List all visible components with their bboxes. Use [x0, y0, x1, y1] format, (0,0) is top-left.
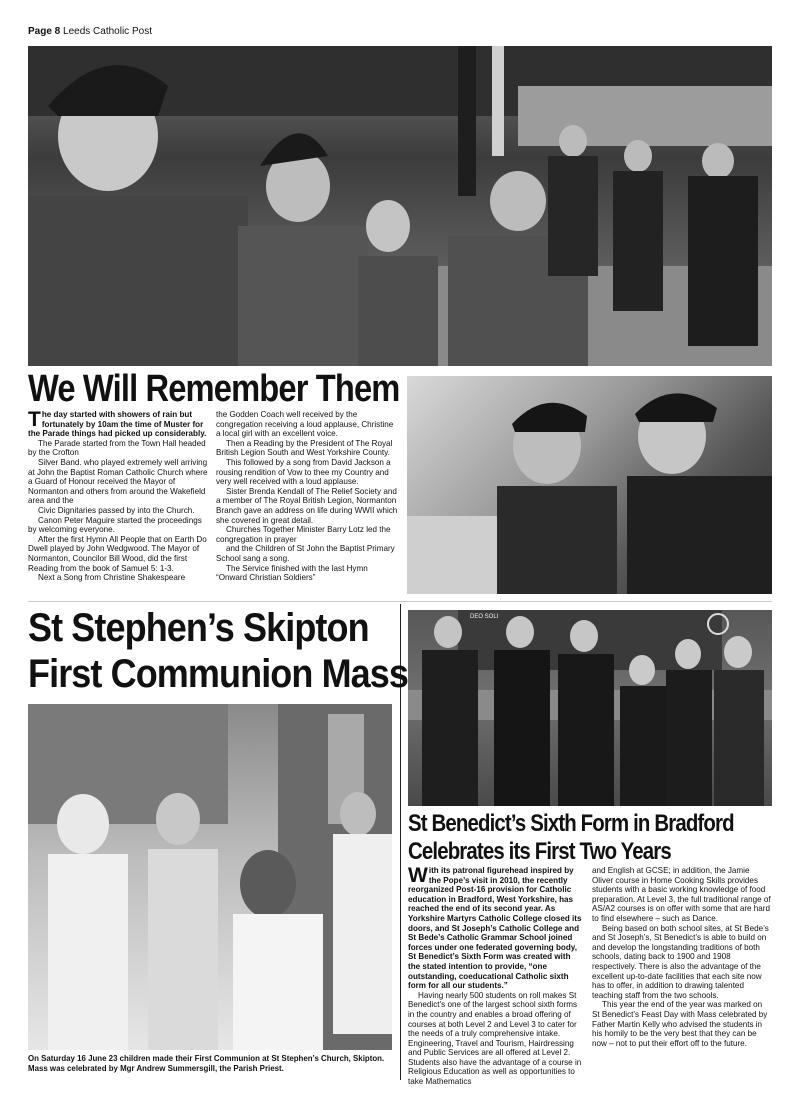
remember-para: Sister Brenda Kendall of The Relief Society and a member of The Royal British Legion, Normanton Branch gave an address on life during WWII which she covered in great detail. — [216, 486, 398, 525]
remember-para: the Godden Coach well received by the congregation receiving a loud applause, Christine a local girl with an excellent voice. — [216, 410, 394, 439]
benedicts-para: Having nearly 500 students on roll makes St Benedict’s one of the largest school sixth forms in the country and enables a broad offering of courses at both Level 2 and Level 3 to cater for the needs of a truly comprehensive intake. Engineering, Travel and Tourism, Hairdressing and Public Services are all offered at Level 2. Students also have the advantage of a course in Religious Education as well as opportunities to take Mathematics — [408, 990, 582, 1087]
veterans-photo — [407, 376, 772, 594]
remember-para: Then a Reading by the President of The Royal British Legion South and West Yorkshire County. — [216, 438, 393, 458]
benedicts-column-2 — [592, 866, 772, 1048]
stephens-headline-line1: St Stephen’s Skipton — [28, 606, 369, 650]
banner-text: DEO SOLI — [470, 614, 499, 620]
remember-para: The Parade started from the Town Hall headed by the Crofton — [28, 438, 206, 458]
remember-para: Canon Peter Maguire started the proceedings by welcoming everyone. — [28, 515, 202, 535]
benedicts-headline-line1: St Benedict’s Sixth Form in Bradford — [408, 810, 734, 837]
remember-column-1 — [28, 410, 210, 583]
benedicts-para: This year the end of the year was marked on St Benedict’s Feast Day with Mass celebrated by Father Martin Kelly who advised the students in his homily to be the very best that they can be now – not to put their effort off to the future. — [592, 1000, 768, 1048]
remember-headline: We Will Remember Them — [28, 368, 400, 410]
section-divider — [28, 601, 772, 602]
sixth-form-photo — [408, 610, 772, 806]
page-number: Page 8 — [28, 26, 61, 37]
benedicts-column-1 — [408, 866, 584, 1087]
remember-para-1: The day started with showers of rain but fortunately by 10am the time of Muster for the Parade things had picked up considerably. — [28, 408, 207, 439]
benedicts-headline-line2: Celebrates its First Two Years — [408, 838, 671, 865]
remember-para: The Service finished with the last Hymn “Onward Christian Soldiers” — [216, 563, 368, 583]
stephens-headline-line2: First Communion Mass — [28, 652, 409, 696]
remember-para: After the first Hymn All People that on Earth Do Dwell played by John Wedgwood. The Mayor of Normanton, Councilor Bill Wood, did the first Reading from the book of Samuel 5: 1-3. — [28, 534, 207, 573]
remember-para: Silver Band. who played extremely well arriving at John the Baptist Roman Catholic Church where a Guard of Honour received the Mayor of Normanton and others from around the Wakefield area and the — [28, 457, 208, 506]
page-folio — [28, 26, 152, 37]
remember-para: Next a Song from Christine Shakespeare — [38, 573, 186, 583]
publication-name: Leeds Catholic Post — [63, 26, 152, 37]
benedicts-para: and English at GCSE; in addition, the Jamie Oliver course in Home Cooking Skills provides students with a basic working knowledge of food preparation. At Level 3, the full traditional range of AS/A2 courses is on offer with some that are hard to find elsewhere – such as Dance. — [592, 866, 771, 923]
benedicts-para: Being based on both school sites, at St Bede’s and St Joseph’s, St Benedict’s is able to build on and develop the longstanding traditions of both schools, dating back to 1900 and 1908 respectively. There is also the advantage of the excellent up-to-date facilities that each site now has to offer, in addition to drawing talented teaching staff from the two schools. — [592, 923, 769, 1000]
remember-column-2 — [216, 410, 398, 583]
communion-caption: On Saturday 16 June 23 children made their First Communion at St Stephen’s Church, Skipton. Mass was celebrated by Mgr Andrew Summersgill, the Parish Priest. — [28, 1054, 385, 1073]
remember-para: Churches Together Minister Barry Lotz led the congregation in prayer — [216, 525, 391, 544]
benedicts-para-1: With its patronal figurehead inspired by the Pope’s visit in 2010, the recently reorganized Post-16 provision for Catholic education in Bradford, West Yorkshire, has reached the end of its second year. As Yorkshire Martyrs Catholic College closed its doors, and St Joseph’s Catholic College and St Bede’s Catholic Grammar School joined forces under one federated governing body, St Benedict’s Sixth Form was created with the stated intention to provide, “one outstanding, coeducational Catholic sixth form for all our students.” — [408, 864, 582, 991]
parade-photo — [28, 46, 772, 366]
communion-photo — [28, 704, 392, 1050]
remember-para: and the Children of St John the Baptist Primary School sang a song. — [216, 544, 395, 563]
remember-para: This followed by a song from David Jackson a rousing rendition of Vow to thee my Country and very well received with a loud applause. — [216, 457, 391, 487]
remember-para: Civic Dignitaries passed by into the Church. — [38, 505, 195, 515]
